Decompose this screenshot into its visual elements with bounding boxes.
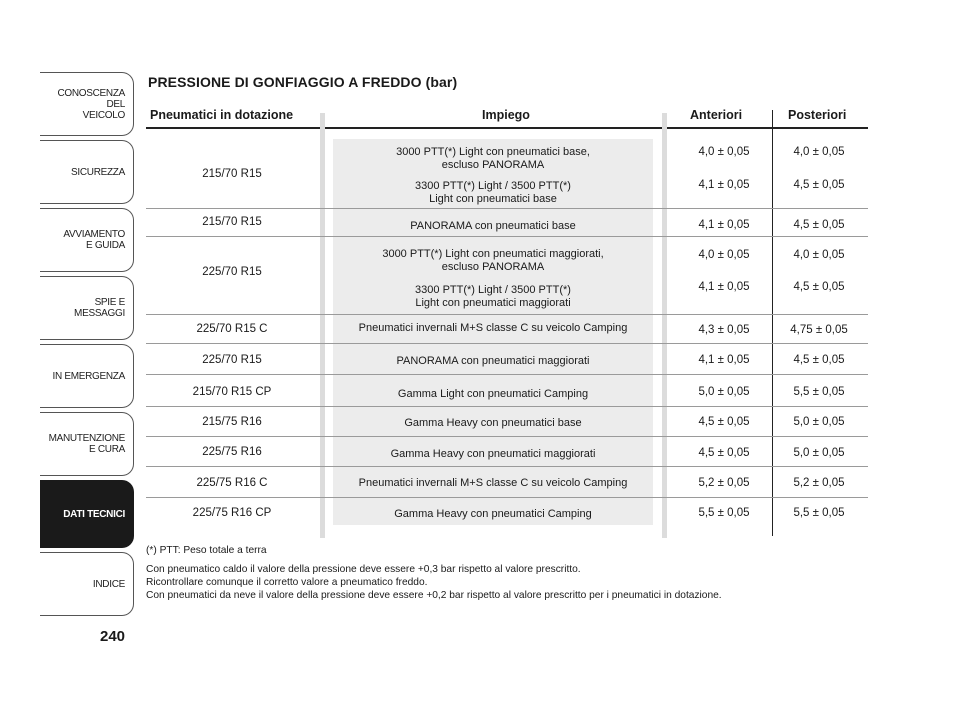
tyre-size: 215/70 R15: [202, 216, 262, 228]
header-rule: [667, 127, 868, 129]
use-description: 3000 PTT(*) Light con pneumatici maggiorati, escluso PANORAMA: [382, 248, 604, 273]
header-rear: Posteriori: [788, 108, 847, 122]
tab-avviamento-e-guida[interactable]: AVVIAMENTO E GUIDA: [40, 208, 134, 272]
tyre-size: 225/75 R16 CP: [192, 507, 272, 519]
row-separator: [146, 406, 868, 407]
column-band-right: [662, 113, 667, 538]
rear-pressure: 4,0 ± 0,05: [793, 249, 845, 261]
rear-pressure: 5,0 ± 0,05: [793, 447, 845, 459]
row-separator: [146, 343, 868, 344]
use-description: 3000 PTT(*) Light con pneumatici base, escluso PANORAMA: [396, 146, 590, 171]
front-pressure: 5,5 ± 0,05: [698, 507, 750, 519]
row-separator: [146, 436, 868, 437]
header-rule: [325, 127, 662, 129]
row-separator: [146, 314, 868, 315]
tab-sicurezza[interactable]: SICUREZZA: [40, 140, 134, 204]
tyre-size: 215/70 R15 CP: [192, 386, 272, 398]
front-pressure: 4,1 ± 0,05: [698, 179, 750, 191]
tyre-size: 215/75 R16: [202, 416, 262, 428]
front-pressure: 4,5 ± 0,05: [698, 416, 750, 428]
use-description: Gamma Heavy con pneumatici Camping: [394, 508, 592, 520]
column-band-left: [320, 113, 325, 538]
tyre-size: 225/70 R15 C: [196, 323, 268, 335]
use-description: Gamma Heavy con pneumatici base: [404, 417, 582, 429]
header-rule: [146, 127, 320, 129]
tyre-size: 225/75 R16: [202, 446, 262, 458]
tyre-size: 225/70 R15: [202, 354, 262, 366]
use-description: Gamma Heavy con pneumatici maggiorati: [390, 448, 596, 460]
use-description: PANORAMA con pneumatici base: [410, 220, 576, 232]
front-pressure: 4,0 ± 0,05: [698, 249, 750, 261]
tyre-size: 225/70 R15: [202, 266, 262, 278]
note-hot-tyre: Con pneumatico caldo il valore della pressione deve essere +0,3 bar rispetto al valore prescritto.: [146, 564, 581, 575]
use-description: Pneumatici invernali M+S classe C su veicolo Camping: [358, 322, 628, 334]
tyre-size: 225/75 R16 C: [196, 477, 268, 489]
tyre-size: 215/70 R15: [202, 168, 262, 180]
front-pressure: 4,5 ± 0,05: [698, 447, 750, 459]
rear-pressure: 4,5 ± 0,05: [793, 179, 845, 191]
header-use: Impiego: [482, 108, 530, 122]
front-pressure: 4,0 ± 0,05: [698, 146, 750, 158]
front-pressure: 5,2 ± 0,05: [698, 477, 750, 489]
page-title: PRESSIONE DI GONFIAGGIO A FREDDO (bar): [148, 74, 458, 90]
row-separator: [146, 466, 868, 467]
row-separator: [146, 374, 868, 375]
use-description: 3300 PTT(*) Light / 3500 PTT(*) Light con pneumatici base: [415, 180, 571, 205]
rear-pressure: 4,5 ± 0,05: [793, 281, 845, 293]
rear-pressure: 4,0 ± 0,05: [793, 146, 845, 158]
note-recheck: Ricontrollare comunque il corretto valore a pneumatico freddo.: [146, 577, 428, 588]
front-pressure: 4,1 ± 0,05: [698, 281, 750, 293]
header-tyres: Pneumatici in dotazione: [150, 108, 294, 122]
tab-indice[interactable]: INDICE: [40, 552, 134, 616]
row-separator: [146, 208, 868, 209]
use-description: Gamma Light con pneumatici Camping: [397, 388, 589, 400]
header-front: Anteriori: [690, 108, 743, 122]
tab-dati-tecnici[interactable]: DATI TECNICI: [40, 480, 134, 548]
tab-in-emergenza[interactable]: IN EMERGENZA: [40, 344, 134, 408]
tab-manutenzione-e-cura[interactable]: MANUTENZIONE E CURA: [40, 412, 134, 476]
rear-pressure: 5,5 ± 0,05: [793, 386, 845, 398]
column-divider: [772, 110, 773, 536]
front-pressure: 4,1 ± 0,05: [698, 354, 750, 366]
use-description: 3300 PTT(*) Light / 3500 PTT(*) Light con pneumatici maggiorati: [415, 284, 571, 309]
front-pressure: 5,0 ± 0,05: [698, 386, 750, 398]
front-pressure: 4,1 ± 0,05: [698, 219, 750, 231]
page-number: 240: [100, 628, 126, 645]
row-separator: [146, 497, 868, 498]
front-pressure: 4,3 ± 0,05: [698, 324, 750, 336]
note-snow-tyres: Con pneumatici da neve il valore della pressione deve essere +0,2 bar rispetto al valore prescritto per i pneumatici in dotazione.: [146, 590, 722, 601]
rear-pressure: 4,75 ± 0,05: [790, 324, 848, 336]
rear-pressure: 4,5 ± 0,05: [793, 219, 845, 231]
rear-pressure: 5,5 ± 0,05: [793, 507, 845, 519]
rear-pressure: 5,0 ± 0,05: [793, 416, 845, 428]
tab-conoscenza-del-veicolo[interactable]: CONOSCENZA DEL VEICOLO: [40, 72, 134, 136]
footnote: (*) PTT: Peso totale a terra: [146, 545, 267, 556]
rear-pressure: 5,2 ± 0,05: [793, 477, 845, 489]
row-separator: [146, 236, 868, 237]
use-description: Pneumatici invernali M+S classe C su veicolo Camping: [358, 477, 628, 489]
use-description: PANORAMA con pneumatici maggiorati: [396, 355, 590, 367]
tab-spie-e-messaggi[interactable]: SPIE E MESSAGGI: [40, 276, 134, 340]
rear-pressure: 4,5 ± 0,05: [793, 354, 845, 366]
